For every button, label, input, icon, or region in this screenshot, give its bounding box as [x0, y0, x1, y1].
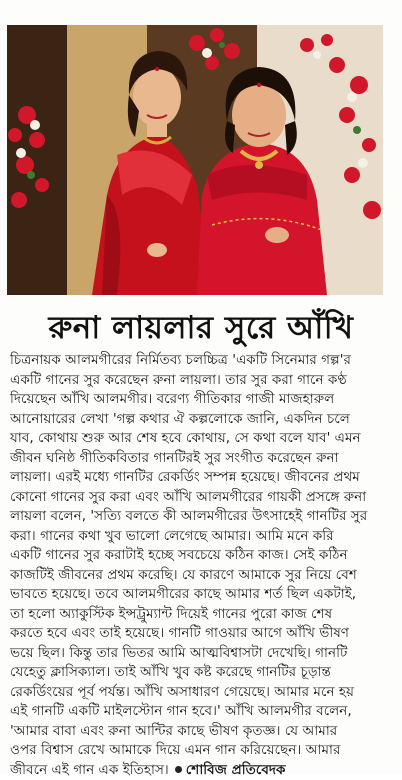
body-line: একটি গানের সুর করাটাই হচ্ছে সবচেয়ে কঠিন কাজ। সেই কঠিন — [10, 546, 396, 566]
body-line: আনোয়ারের লেখা 'গল্প কথার ঐ কল্পলোকে জানি, একদিন চলে — [10, 410, 396, 430]
body-line: করতে হবে এবং তাই হয়েছে। গানটি গাওয়ার আগে আঁখি ভীষণ — [10, 624, 396, 644]
body-line: একটি গানের সুর করেছেন রুনা লায়লা। তার সুর করা গানে কণ্ঠ — [10, 371, 396, 391]
body-line: ভাবতে হয়েছে। তবে আলমগীরের কাছে আমার শর্ত ছিল একটাই, — [10, 585, 396, 605]
body-line: দিয়েছেন আঁখি আলমগীর। বরেণ্য গীতিকার গাজী মাজহারুল — [10, 390, 396, 410]
body-line: কোনো গানের সুর করা এবং আঁখি আলমগীরের গায়কী প্রসঙ্গে রুনা — [10, 488, 396, 508]
bullet-dot-icon — [175, 766, 182, 773]
body-last-line — [10, 761, 396, 780]
body-line: যেহেতু ক্লাসিক্যাল। তাই আঁখি খুব কষ্ট করেছে গানটির চূড়ান্ত — [10, 663, 396, 683]
body-line: করা। গানের কথা খুব ভালো লেগেছে আমার। আমি মনে করি — [10, 527, 396, 547]
body-line: তা হলো অ্যাকুস্টিক ইন্সট্রুম্যান্ট দিয়েই গানের পুরো কাজ শেষ — [10, 605, 396, 625]
body-line: ওপর বিশ্বাস রেখে আমাকে দিয়ে এমন গান করিয়েছেন। আমার — [10, 741, 396, 761]
body-line: কাজটিই জীবনের প্রথম করেছি। যে কারণে আমাকে সুর নিয়ে বেশ — [10, 566, 396, 586]
body-line: 'আমার বাবা এবং রুনা আন্টির কাছে ভীষণ কৃতজ্ঞ। যে আমার — [10, 722, 396, 742]
body-line: যাব, কোথায় শুরু আর শেষ হবে কোথায়, সে কথা বলে যাব' এমন — [10, 429, 396, 449]
body-line: রেকর্ডিংয়ের পূর্ব পর্যন্ত। আঁখি অসাধারণ গেয়েছে। আমার মনে হয় — [10, 683, 396, 703]
article-body — [10, 351, 396, 780]
body-line: এই গানটি একটি মাইলস্টোন গান হবে।' আঁখি আলমগীর বলেন, — [10, 702, 396, 722]
byline: শোবিজ প্রতিবেদক — [186, 762, 286, 778]
body-line: চিত্রনায়ক আলমগীরের নির্মিতব্য চলচ্চিত্র 'একটি সিনেমার গল্প'র — [10, 351, 396, 371]
body-line: ভয়ে ছিল। কিন্তু তার ভিতর আমি আত্মবিশ্বাসটা দেখেছি। গানটি — [10, 644, 396, 664]
body-line-text: জীবনে এই গান এক ইতিহাস। — [10, 762, 169, 778]
headline: রুনা লায়লার সুরে আঁখি — [0, 306, 402, 350]
article-photo — [7, 25, 383, 295]
body-line: লায়লা বলেন, 'সত্যি বলতে কী আলমগীরের উৎসাহেই গানটির সুর — [10, 507, 396, 527]
photo-illustration — [7, 25, 383, 295]
body-line: জীবন ঘনিষ্ঠ গীতিকবিতার গানটিরই সুর সংগীত করেছেন রুনা — [10, 449, 396, 469]
body-line: লায়লা। এরই মধ্যে গানটির রেকর্ডিং সম্পন্ন হয়েছে। জীবনের প্রথম — [10, 468, 396, 488]
